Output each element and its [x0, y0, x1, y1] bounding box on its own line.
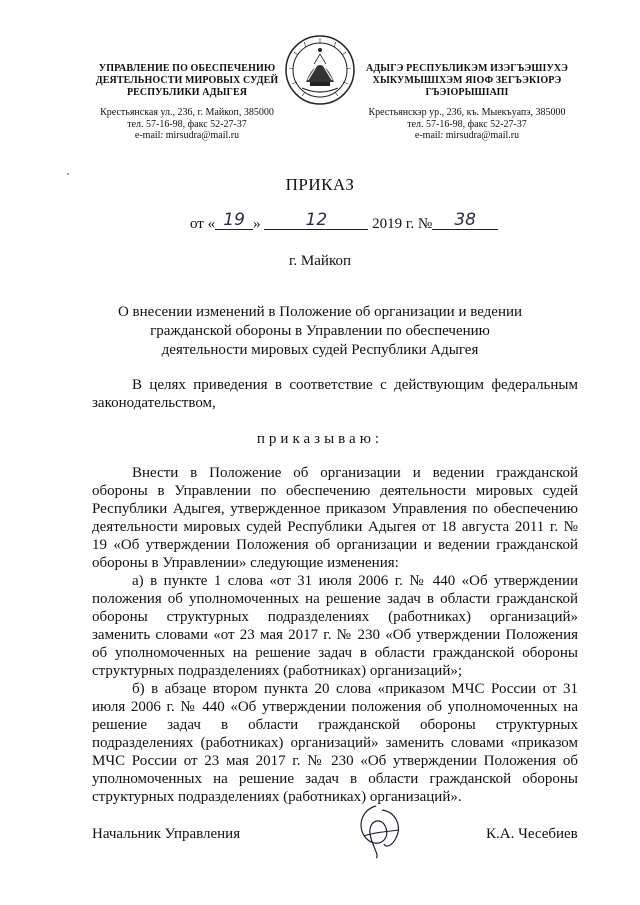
number-field: 38: [432, 213, 498, 230]
phone: тел. 57-16-98, факс 52-27-37: [407, 118, 527, 130]
phone: тел. 57-16-98, факс 52-27-37: [127, 118, 247, 130]
month-field: 12: [264, 213, 368, 230]
email: e-mail: mirsudra@mail.ru: [134, 130, 240, 141]
organization-name-russian: УПРАВЛЕНИЕ ПО ОБЕСПЕЧЕНИЮ ДЕЯТЕЛЬНОСТИ МИРОВЫХ СУДЕЙ РЕСПУБЛИКИ АДЫГЕЯ: [95, 63, 279, 98]
signatory-name: К.А. Чесебиев: [486, 826, 578, 842]
document-subject: О внесении изменений в Положение об организации и ведении гражданской обороны в Управлении по обеспечению деятельности мировых судей Республики Адыгея: [117, 304, 523, 358]
sender-header-adyghe: [356, 63, 578, 142]
address: Крестьянскэр ур., 236, къ. Мыекъуапэ, 385000: [368, 107, 566, 118]
document-body: [92, 464, 578, 806]
body-paragraph: Внести в Положение об организации и ведении гражданской обороны в Управлении по обеспечению деятельности мировых судей Республики Адыгея, утвержденное приказом Управления по обеспечению деятельности мировых судей Республики Адыгея от 18 августа 2011 г. № 19 «Об утверждении Положения об организации и ведении гражданской обороны в Управлении» следующие изменения:: [92, 465, 578, 571]
organization-name-adyghe: АДЫГЭ РЕСПУБЛИКЭМ ИЗЭГЪЭШІУХЭ ХЫКУМЫШІХЭМ ЯІОФ ЗЕГЪЭКІОРЭ ГЪЭІОРЫШІАПІ: [366, 63, 568, 98]
date-number-line: от « 19 » 12 2019 г. № 38: [190, 213, 498, 233]
order-word: приказываю:: [256, 431, 384, 447]
document-title: ПРИКАЗ: [285, 175, 355, 194]
city: г. Майкоп: [288, 253, 352, 269]
email: e-mail: mirsudra@mail.ru: [414, 130, 520, 141]
address: Крестьянская ул., 236, г. Майкоп, 385000: [100, 107, 274, 118]
contact-block-adyghe: [356, 107, 578, 142]
body-paragraph: б) в абзаце втором пункта 20 слова «приказом МЧС России от 31 июля 2006 г. № 440 «Об утверждении положения об уполномоченных на решение задач в области гражданской обороны структурных подразделениях (работниках) организаций» заменить словами «приказом МЧС России от 23 мая 2017 г. № 230 «Об утверждении Положения об уполномоченных на решение задач в области гражданской обороны структурных подразделениях (работниках) организаций».: [92, 681, 578, 805]
preamble: В целях приведения в соответствие с действующим федеральным законодательством,: [92, 377, 578, 411]
contact-block-russian: [82, 107, 292, 142]
signatory-position: Начальник Управления: [92, 826, 241, 842]
coat-of-arms-icon: [284, 34, 356, 106]
sender-header-russian: [82, 63, 292, 142]
body-paragraph: а) в пункте 1 слова «от 31 июля 2006 г. № 440 «Об утверждении положения об уполномоченных на решение задач в области гражданской обороны структурных подразделениях (работниках) организаций» заменить словами «от 23 мая 2017 г. № 230 «Об утверждении Положения об уполномоченных на решение задач в области гражданской обороны структурных подразделениях (работниках) организаций»;: [92, 573, 578, 679]
handwritten-signature: [346, 800, 416, 860]
day-field: 19: [215, 213, 253, 230]
